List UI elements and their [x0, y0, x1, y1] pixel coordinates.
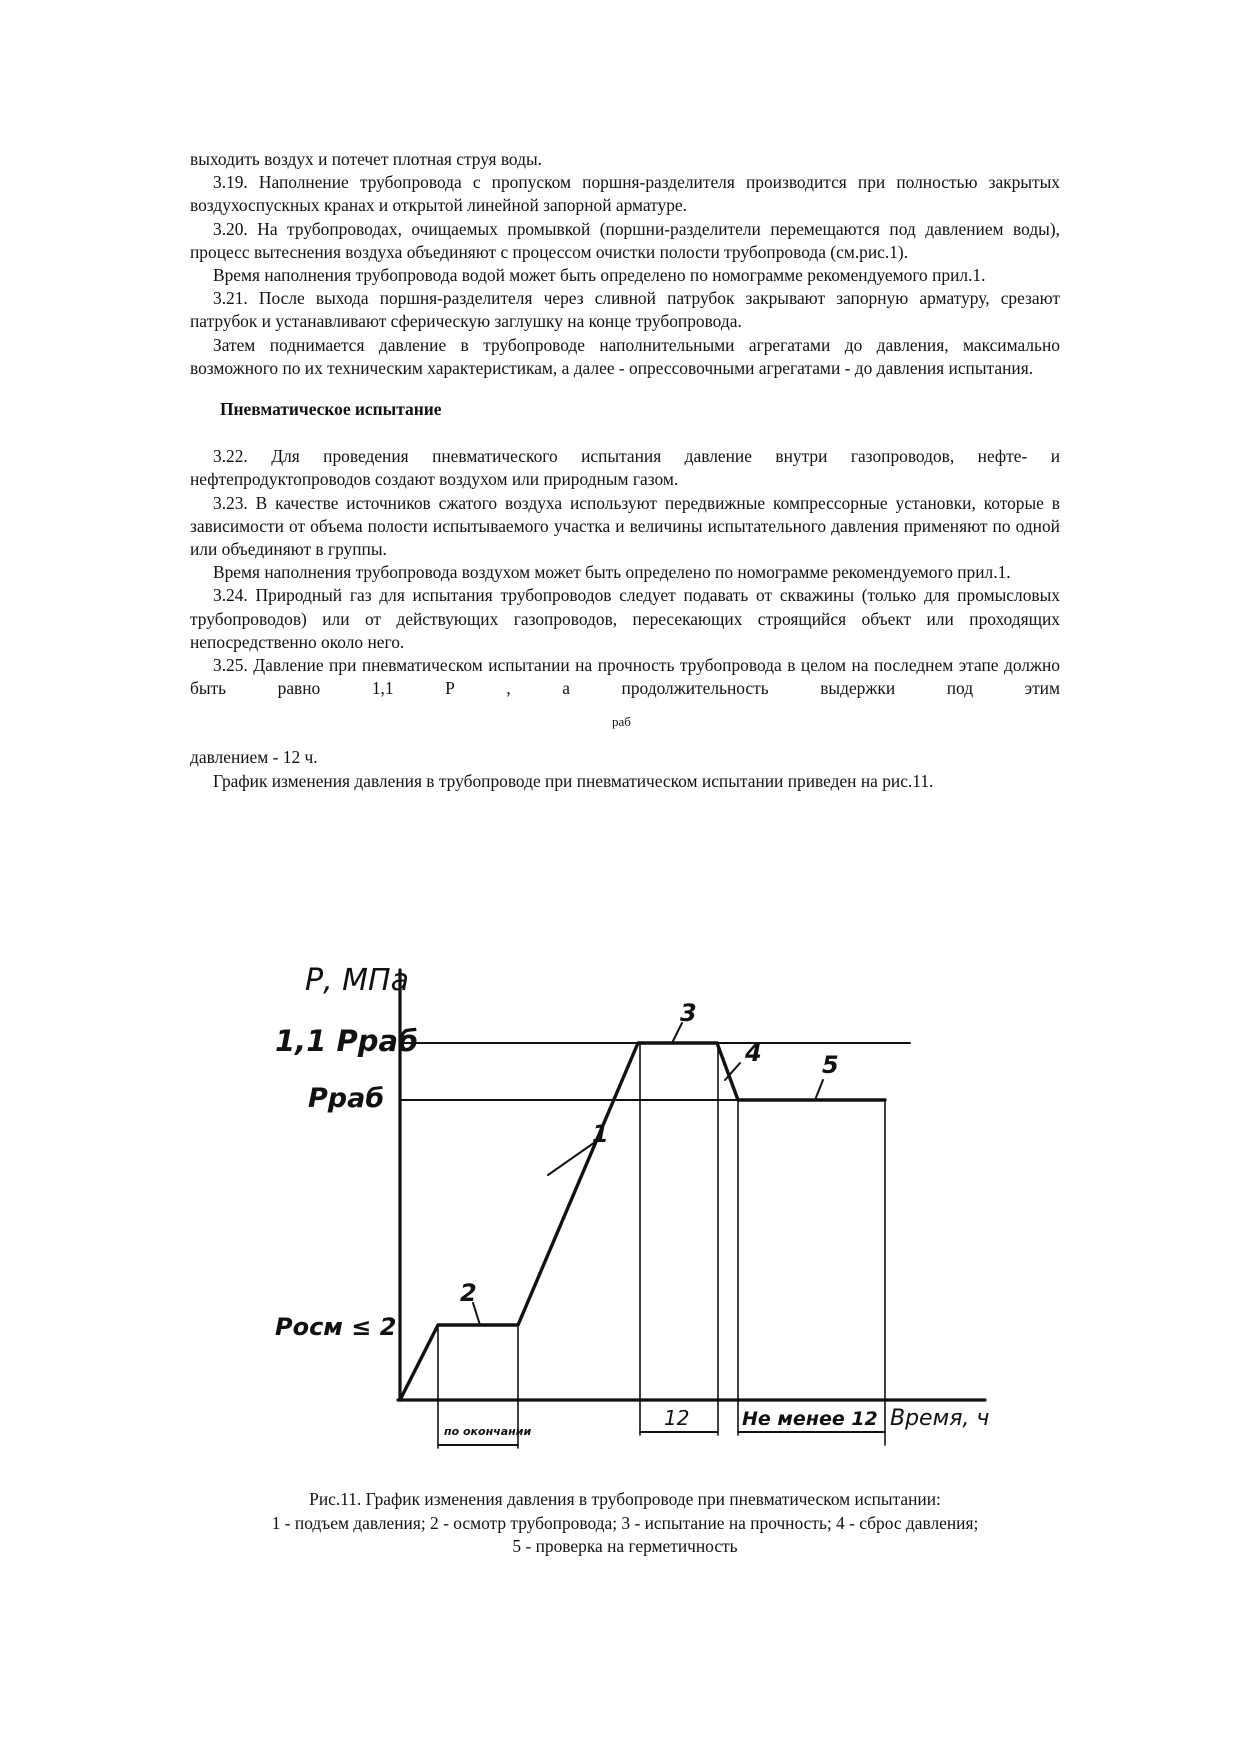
- caption-legend-2: 5 - проверка на герметичность: [512, 1536, 738, 1556]
- paragraph-3-23-fill-time: Время наполнения трубопровода воздухом может быть определено по номограмме рекомендуемого прил.1.: [213, 562, 1011, 583]
- interval-inspection-label: по окончании: [444, 1425, 532, 1438]
- document-body: [190, 148, 1060, 793]
- label-inspection-pressure: Pосм ≤ 2: [275, 1313, 397, 1341]
- paragraph-continuation: выходить воздух и потечет плотная струя воды.: [190, 149, 543, 169]
- leader-5: [815, 1080, 823, 1100]
- paragraph-3-22: 3.22. Для проведения пневматического испытания давление внутри газопроводов, нефте- и нефтепродуктопроводов создают воздухом или природным газом.: [190, 446, 1060, 490]
- paragraph-3-20: 3.20. На трубопроводах, очищаемых промывкой (поршни-разделители перемещаются под давлением воды), процесс вытеснения воздуха объединяют с процессом очистки полости трубопровода (см.рис.1).: [190, 218, 1060, 262]
- interval-tightness-label: Не менее 12: [742, 1408, 878, 1430]
- paragraph-3-25-duration: давлением - 12 ч.: [190, 747, 318, 768]
- caption-title: Рис.11. График изменения давления в трубопроводе при пневматическом испытании:: [309, 1489, 941, 1509]
- pressure-graph: [270, 955, 1010, 1475]
- curve-label-4: 4: [745, 1039, 762, 1067]
- curve-label-5: 5: [822, 1051, 839, 1079]
- x-axis-label: Время, ч: [890, 1406, 990, 1431]
- paragraph-3-21: 3.21. После выхода поршня-разделителя через сливной патрубок закрывают запорную арматуру, срезают патрубок и устанавливают сферическую заглушку на конце трубопровода.: [190, 288, 1060, 332]
- label-work-pressure: Pраб: [308, 1083, 385, 1114]
- figure-caption: [190, 1488, 1060, 1559]
- subscript-rab: раб: [612, 714, 631, 730]
- section-heading: Пневматическое испытание: [220, 399, 442, 420]
- pressure-curve: [400, 1043, 885, 1400]
- paragraph-3-25-graph-ref: График изменения давления в трубопроводе при пневматическом испытании приведен на рис.11.: [213, 770, 934, 791]
- paragraph-3-24: 3.24. Природный газ для испытания трубопроводов следует подавать от скважины (только для промысловых трубопроводов) или от действующих газопроводов, пересекающих строящийся объект или проходящих непосредственно около него.: [190, 585, 1060, 652]
- interval-strength-label: 12: [664, 1406, 690, 1430]
- paragraph-3-19: 3.19. Наполнение трубопровода с пропуском поршня-разделителя производится при полностью закрытых воздухоспускных кранах и открытой линейной запорной арматуре.: [190, 172, 1060, 216]
- label-test-pressure: 1,1 Pраб: [275, 1024, 419, 1058]
- caption-legend-1: 1 - подъем давления; 2 - осмотр трубопровода; 3 - испытание на прочность; 4 - сброс давления;: [271, 1512, 979, 1533]
- curve-label-3: 3: [680, 999, 697, 1027]
- subscript-line: [190, 700, 1060, 746]
- curve-label-2: 2: [460, 1279, 477, 1307]
- paragraph-3-23: 3.23. В качестве источников сжатого воздуха используют передвижные компрессорные установки, которые в зависимости от объема полости испытываемого участка и величины испытательного давления применяют по одной или объединяют в группы.: [190, 492, 1060, 560]
- y-axis-label: Р, МПа: [305, 963, 409, 998]
- paragraph-3-20-fill-time: Время наполнения трубопровода водой может быть определено по номограмме рекомендуемого прил.1.: [213, 265, 986, 286]
- paragraph-3-21-pressure: Затем поднимается давление в трубопроводе наполнительными агрегатами до давления, максимально возможного по их техническим характеристикам, а далее - опрессовочными агрегатами - до давления испытания.: [190, 334, 1060, 378]
- curve-label-1: 1: [592, 1120, 609, 1148]
- pressure-graph-figure: [270, 955, 1010, 1475]
- paragraph-3-25: 3.25. Давление при пневматическом испытании на прочность трубопровода в целом на последнем этапе должно быть равно 1,1 Р , а продолжительность выдержки под этим: [190, 655, 1060, 699]
